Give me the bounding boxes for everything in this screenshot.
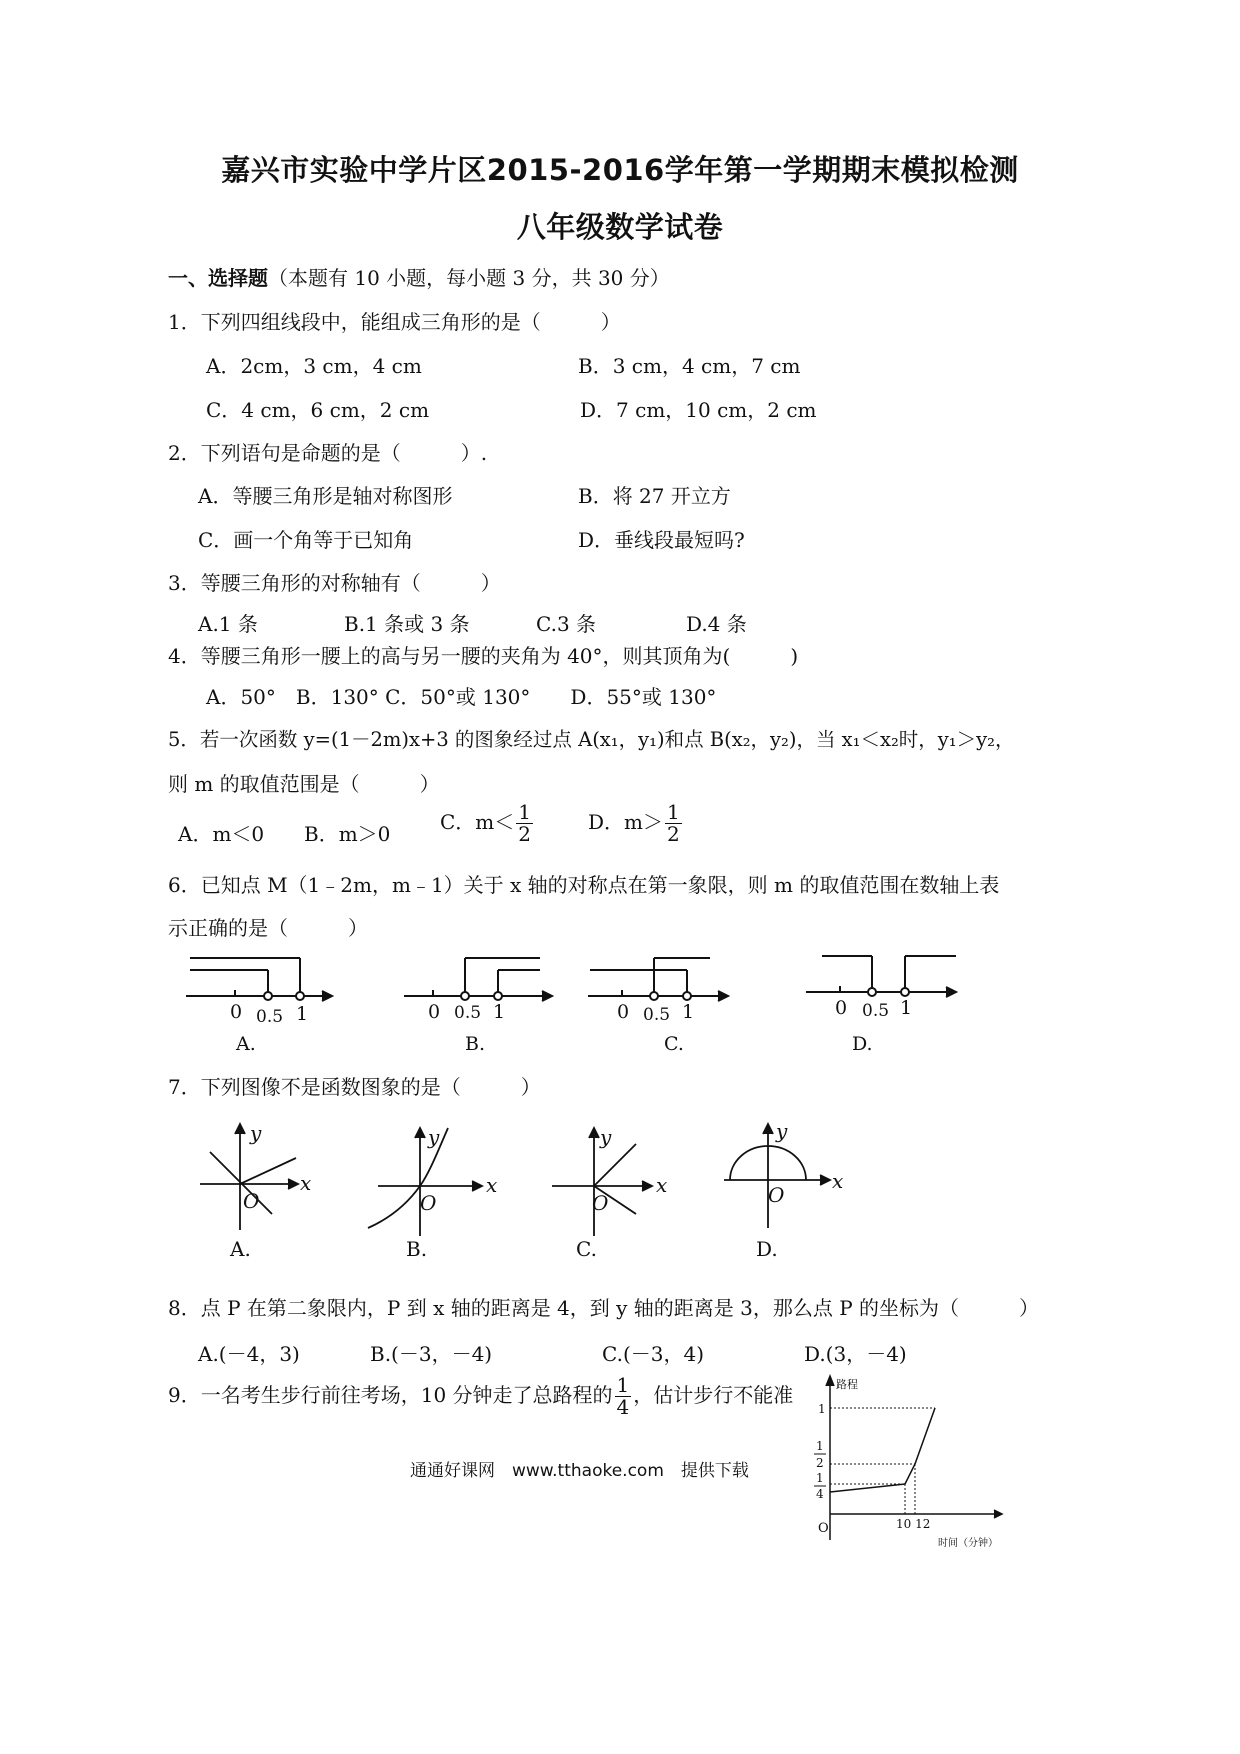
q8-option-a: A.(－4，3) xyxy=(198,1342,300,1366)
exam-title: 嘉兴市实验中学片区2015-2016学年第一学期期末模拟检测 xyxy=(221,153,1019,187)
origin-label: O xyxy=(420,1191,437,1215)
q5-fraction-d xyxy=(665,802,682,845)
fraction-denominator: 4 xyxy=(616,1395,630,1419)
q7-option-a: A. xyxy=(230,1237,251,1261)
q6-stem-cont: 示正确的是（ ） xyxy=(168,916,368,940)
tick-label-half: 0.5 xyxy=(256,1007,284,1027)
q2-option-a: A．等腰三角形是轴对称图形 xyxy=(198,484,453,508)
axis-y-label: y xyxy=(600,1125,612,1149)
fraction-numerator: 1 xyxy=(667,800,680,824)
q6-number-lines xyxy=(0,950,1240,1060)
tick-label-half: 0.5 xyxy=(643,1005,671,1025)
q5-stem: 5．若一次函数 y=(1－2m)x+3 的图象经过点 A(x₁，y₁)和点 B(x₂，y₂)，当 x₁＜x₂时，y₁＞y₂， xyxy=(168,728,1015,751)
q1-option-d: D．7 cm，10 cm，2 cm xyxy=(580,398,817,422)
tick-label-one: 1 xyxy=(493,1001,506,1023)
q6-option-d: D. xyxy=(852,1033,873,1055)
axis-y-label: y xyxy=(776,1119,788,1143)
q6-option-c: C. xyxy=(664,1033,684,1055)
q2-option-b: B．将 27 开立方 xyxy=(578,484,731,508)
y-tick-one: 1 xyxy=(818,1402,826,1416)
q8-option-d: D.(3，－4) xyxy=(804,1342,907,1366)
q9-stem xyxy=(168,1375,793,1418)
q3-stem: 3．等腰三角形的对称轴有（ ） xyxy=(168,571,501,595)
q3-option-a: A.1 条 xyxy=(198,612,258,636)
axis-x-label: x xyxy=(486,1173,498,1197)
q9-distance-time-graph xyxy=(800,1372,1020,1552)
graph-b xyxy=(368,1128,482,1236)
y-tick-quarter-num: 1 xyxy=(816,1471,824,1485)
y-tick-half-num: 1 xyxy=(816,1439,824,1453)
q7-option-d: D. xyxy=(756,1237,778,1261)
graph-origin: O xyxy=(818,1521,829,1536)
section-note: （本题有 10 小题，每小题 3 分，共 30 分） xyxy=(268,266,670,290)
q9-fraction xyxy=(615,1375,632,1418)
tick-label-one: 1 xyxy=(682,1001,695,1023)
exam-subtitle: 八年级数学试卷 xyxy=(516,210,724,244)
number-line-b xyxy=(404,958,552,1001)
tick-label-zero: 0 xyxy=(617,1001,630,1023)
tick-label-one: 1 xyxy=(900,997,913,1019)
origin-label: O xyxy=(592,1191,609,1215)
fraction-numerator: 1 xyxy=(616,1373,630,1397)
q4-options: A．50° B．130° C．50°或 130° D．55°或 130° xyxy=(206,685,717,709)
q8-option-c: C.(－3，4) xyxy=(602,1342,705,1366)
tick-label-half: 0.5 xyxy=(862,1001,890,1021)
axis-x-label: x xyxy=(832,1169,844,1193)
q5-option-b: B．m＞0 xyxy=(304,822,391,846)
tick-label-zero: 0 xyxy=(835,997,848,1019)
q6-option-b: B. xyxy=(465,1033,486,1055)
q5-option-c xyxy=(440,802,535,845)
axis-y-label: y xyxy=(250,1121,262,1145)
q5-fraction-c xyxy=(516,802,533,845)
q6-option-a: A. xyxy=(236,1033,256,1055)
origin-label: O xyxy=(243,1189,260,1213)
fraction-numerator: 1 xyxy=(518,800,532,824)
footer-text: 通通好课网 www.tthaoke.com 提供下载 xyxy=(410,1461,749,1481)
x-ticks: 10 12 xyxy=(896,1517,931,1531)
section-label: 一、选择题 xyxy=(168,266,268,290)
q3-option-b: B.1 条或 3 条 xyxy=(344,612,470,636)
q2-option-c: C．画一个角等于已知角 xyxy=(198,528,414,552)
q3-option-d: D.4 条 xyxy=(686,612,747,636)
q7-stem: 7．下列图像不是函数图象的是（ ） xyxy=(168,1075,541,1099)
q9-stem-part2: ，估计步行不能准 xyxy=(633,1383,794,1407)
axis-y-label: y xyxy=(428,1125,440,1149)
number-line-d xyxy=(806,956,956,997)
q6-stem: 6．已知点 M（1﹣2m，m﹣1）关于 x 轴的对称点在第一象限，则 m 的取值范围在数轴上表 xyxy=(168,873,1000,897)
number-line-a xyxy=(186,958,332,1001)
y-tick-half-den: 2 xyxy=(816,1456,824,1470)
tick-label-half: 0.5 xyxy=(454,1003,482,1023)
tick-label-zero: 0 xyxy=(428,1001,441,1023)
q1-option-b: B．3 cm，4 cm，7 cm xyxy=(578,354,801,378)
q8-stem: 8．点 P 在第二象限内，P 到 x 轴的距离是 4，到 y 轴的距离是 3，那么点 P 的坐标为（ ） xyxy=(168,1296,1040,1320)
axis-x-label: x xyxy=(656,1173,668,1197)
q2-stem: 2．下列语句是命题的是（ ）. xyxy=(168,441,488,465)
q7-option-c: C. xyxy=(576,1237,597,1261)
q3-option-c: C.3 条 xyxy=(536,612,597,636)
tick-label-one: 1 xyxy=(296,1003,309,1025)
graph-ylabel: 路程 xyxy=(836,1378,858,1391)
q4-stem: 4．等腰三角形一腰上的高与另一腰的夹角为 40°，则其顶角为( ) xyxy=(168,644,799,668)
q1-option-a: A．2cm，3 cm，4 cm xyxy=(206,354,422,378)
number-line-c xyxy=(588,958,728,1001)
graph-xlabel: 时间（分钟） xyxy=(938,1538,998,1549)
q8-option-b: B.(－3，－4) xyxy=(370,1342,493,1366)
graph-a xyxy=(200,1124,298,1230)
q2-option-d: D．垂线段最短吗? xyxy=(578,528,745,552)
q5-option-d-text: D．m＞ xyxy=(588,810,663,834)
fraction-denominator: 2 xyxy=(667,822,680,846)
tick-label-zero: 0 xyxy=(230,1001,243,1023)
fraction-denominator: 2 xyxy=(518,822,532,846)
q9-stem-part1: 9．一名考生步行前往考场，10 分钟走了总路程的 xyxy=(168,1383,613,1407)
q7-graphs xyxy=(0,1118,1240,1268)
q1-stem: 1．下列四组线段中，能组成三角形的是（ ） xyxy=(168,310,621,334)
axis-x-label: x xyxy=(300,1171,312,1195)
q1-option-c: C．4 cm，6 cm，2 cm xyxy=(206,398,430,422)
q5-stem-cont: 则 m 的取值范围是（ ） xyxy=(168,772,440,796)
q5-option-a: A．m＜0 xyxy=(178,822,265,846)
q7-option-b: B. xyxy=(406,1237,428,1261)
origin-label: O xyxy=(768,1183,785,1207)
section-header xyxy=(168,262,670,291)
q5-option-d xyxy=(588,802,684,845)
y-tick-quarter-den: 4 xyxy=(816,1487,824,1501)
q5-option-c-text: C．m＜ xyxy=(440,810,515,834)
